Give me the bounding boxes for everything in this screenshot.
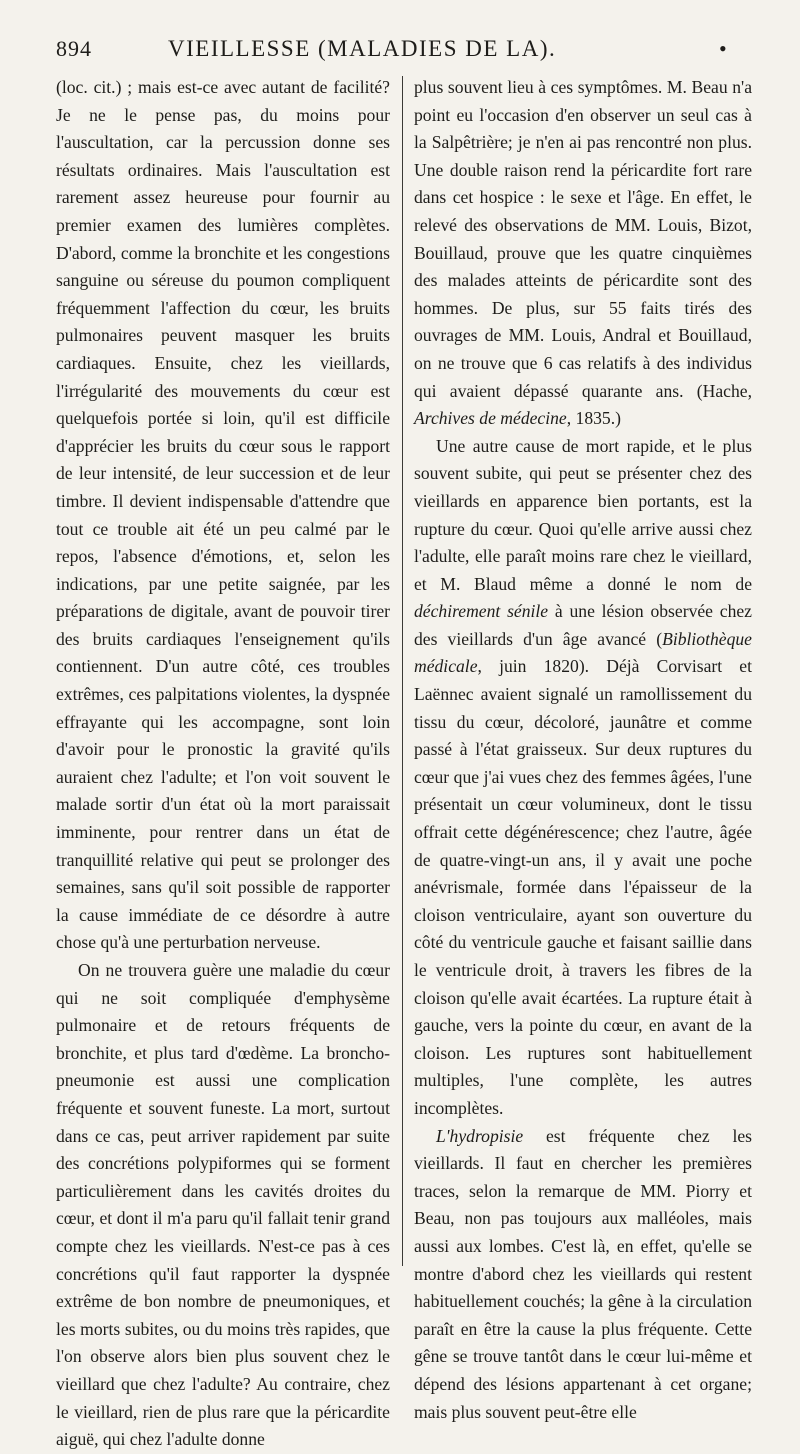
- emphasized-term: L'hydropisie: [436, 1125, 524, 1146]
- emphasized-term: déchirement sénile: [414, 601, 549, 622]
- right-column: [414, 74, 752, 1426]
- text-run: est fréquente chez les vieillards. Il faut en chercher les premières traces, selon la remarque de MM. Piorry et Beau, non pas toujours aux malléoles, mais aussi aux lombes. C'est là, en effet, qu'elle se montre d'abord chez les vieillards qui restent habituellement couchés; la gêne à la circulation paraît en être la cause la plus fréquente. Cette gêne se trouve tantôt dans le cœur lui-même et dépend des lésions appartenant à cet organe; mais plus souvent peut-être elle: [414, 1125, 752, 1422]
- citation-title: Bibliothèque médicale: [414, 628, 752, 677]
- text-run: , juin 1820). Déjà Corvisart et Laënnec avaient signalé un ramollissement du tissu du cœur, décoloré, jaunâtre et comme passé à l'état graisseux. Sur deux ruptures du cœur que j'ai vues chez des femmes âgées, l'une présentait un cœur volumineux, dont le tissu offrait cette dégénérescence; chez l'autre, âgée de quatre-vingt-un ans, il y avait une poche anévrismale, formée dans l'épaisseur de la cloison ventriculaire, ayant son ouverture du côté du ventricule gauche et faisant saillie dans le ventricule droit, à travers les fibres de la cloison qu'elle avait écartées. La rupture était à gauche, vers la pointe du cœur, en avant de la cloison. Les ruptures sont habituellement multiples, l'une complète, les autres incomplètes.: [414, 656, 752, 1118]
- paragraph: (loc. cit.) ; mais est-ce avec autant de facilité? Je ne le pense pas, du moins pour l'auscultation, car la percussion donne ses résultats ordinaires. Mais l'auscultation est rarement assez heureuse pour fournir au premier examen des lumières complètes. D'abord, comme la bronchite et les congestions sanguine ou séreuse du poumon compliquent fréquemment l'affection du cœur, les bruits pulmonaires peuvent masquer les bruits cardiaques. Ensuite, chez les vieillards, l'irrégularité des mouvements du cœur est quelquefois portée si loin, qu'il est difficile d'apprécier les bruits du cœur sous le rapport de leur intensité, de leur succession et de leur timbre. Il devient indispensable d'attendre que tout ce trouble ait été un peu calmé par le repos, l'absence d'émotions, et, selon les indications, par une petite saignée, par les préparations de digitale, avant de pouvoir tirer des bruits cardiaques l'enseignement qu'ils contiennent. D'un autre côté, ces troubles extrêmes, ces palpitations violentes, la dyspnée effrayante qui les accompagne, sont loin d'avoir pour le pronostic la gravité qu'ils auraient chez l'adulte; et l'on voit souvent le malade sortir d'un état où la mort paraissait imminente, pour rentrer dans un état de tranquillité relative qui peut se prolonger des semaines, sans qu'il soit possible de rapporter la cause immédiate de ce désordre à autre chose qu'à une perturbation nerveuse.: [56, 77, 390, 953]
- running-head: VIEILLESSE (MALADIES DE LA).: [168, 36, 557, 61]
- column-divider: [402, 76, 403, 1266]
- header-dot: •: [719, 36, 727, 61]
- paragraph: [414, 433, 752, 1123]
- paragraph: On ne trouvera guère une maladie du cœur qui ne soit compliquée d'emphysème pulmonaire et de retours fréquents de bronchite, et plus tard d'œdème. La broncho-pneumonie est aussi une complication fréquente et souvent funeste. La mort, surtout dans ce cas, peut arriver rapidement par suite des concrétions polypiformes qui se forment particulièrement dans les cavités droites du cœur, et dont il m'a paru qu'il fallait tenir grand compte chez les vieillards. N'est-ce pas à ces concrétions qu'il faut rapporter la dyspnée extrême de bon nombre de pneumoniques, et les morts subites, ou du moins très rapides, que l'on observe alors bien plus souvent chez le vieillard que chez l'adulte? Au contraire, chez le vieillard, rien de plus rare que la péricardite aiguë, qui chez l'adulte donne: [56, 960, 390, 1450]
- paragraph: [414, 74, 752, 433]
- page-number: 894: [56, 36, 92, 61]
- text-run: Une autre cause de mort rapide, et le plus souvent subite, qui peut se présenter chez des vieillards en apparence bien portants, est la rupture du cœur. Quoi qu'elle arrive aussi chez l'adulte, elle paraît moins rare chez le vieillard, et M. Blaud même a donné le nom de: [414, 435, 752, 594]
- text-run: , 1835.): [566, 408, 621, 429]
- text-run: plus souvent lieu à ces symptômes. M. Beau n'a point eu l'occasion d'en observer un seul cas à la Salpêtrière; je n'en ai pas rencontré non plus. Une double raison rend la péricardite fort rare dans cet hospice : le sexe et l'âge. En effet, le relevé des observations de MM. Louis, Bizot, Bouillaud, prouve que les quatre cinquièmes des malades atteints de péricardite sont des hommes. De plus, sur 55 faits tirés des ouvrages de MM. Louis, Andral et Bouillaud, on ne trouve que 6 cas relatifs à des individus qui avaient dépassé quarante ans. (Hache,: [414, 77, 752, 401]
- page-header: [56, 36, 748, 70]
- citation-title: Archives de médecine: [414, 408, 567, 429]
- text-run: à une lésion observée chez des vieillards d'un âge avancé (: [414, 601, 752, 649]
- left-column: [56, 74, 390, 1454]
- paragraph: [414, 1123, 752, 1427]
